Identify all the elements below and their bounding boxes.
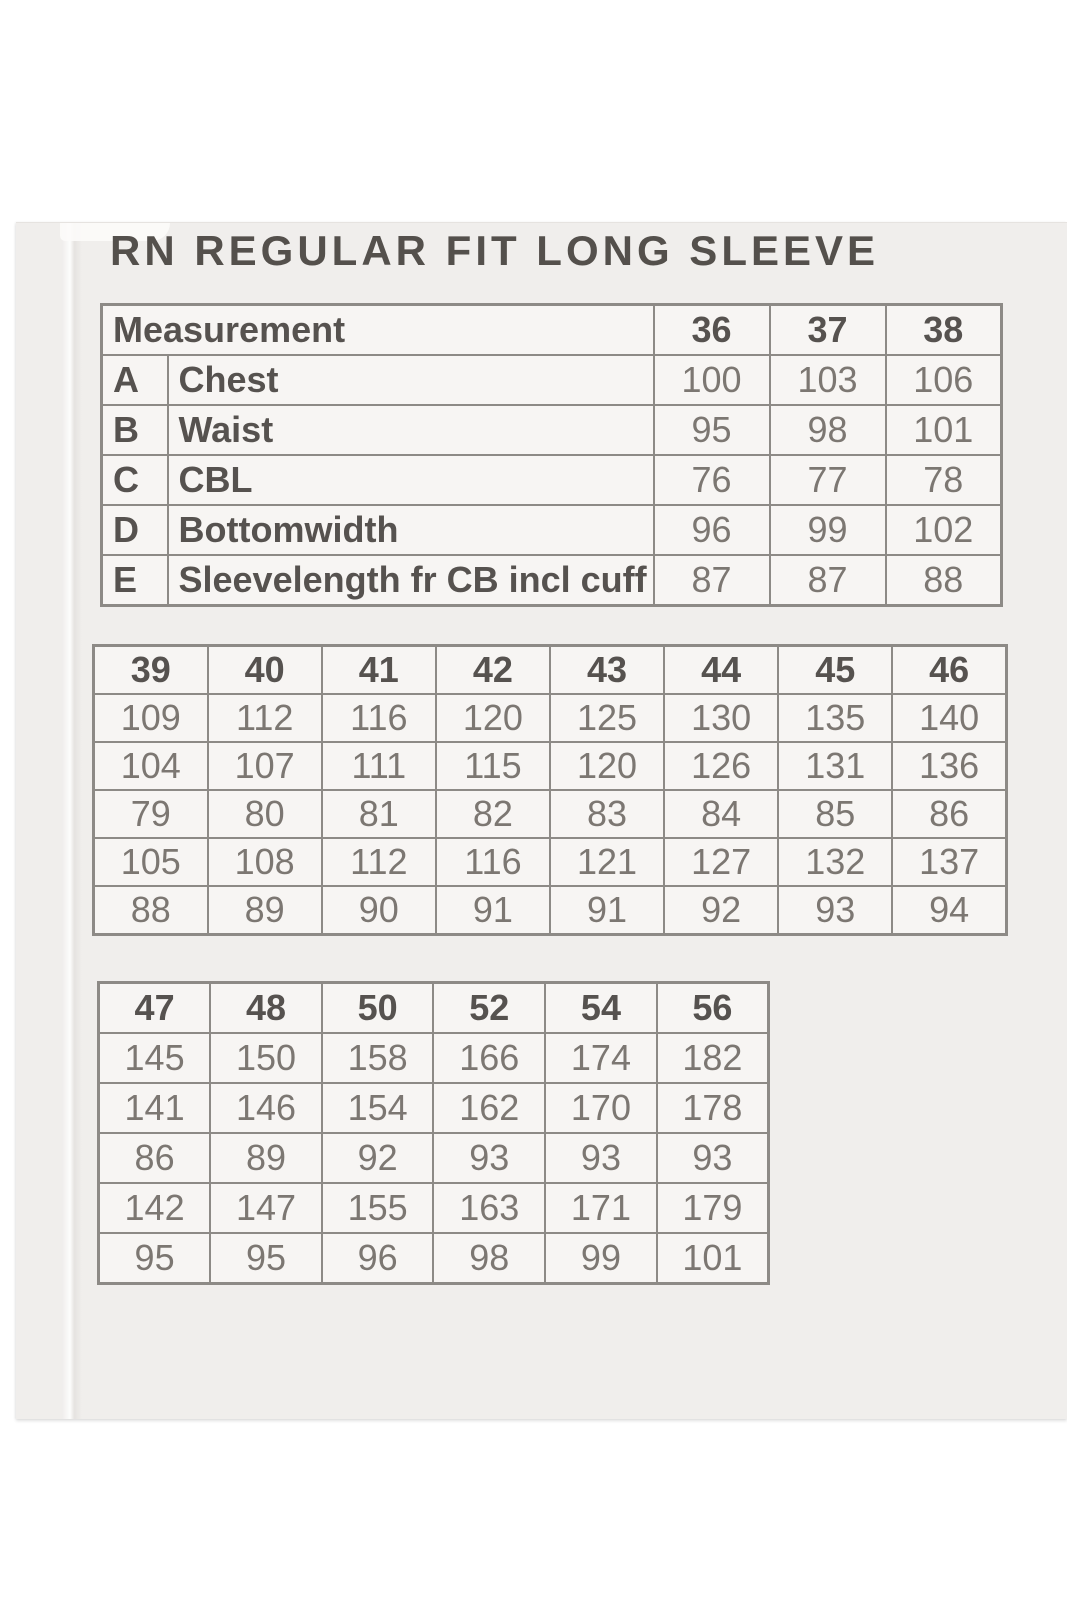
- value-cell: 126: [664, 742, 778, 790]
- value-cell: 83: [550, 790, 664, 838]
- value-cell: 150: [210, 1033, 322, 1083]
- size-header-cell: 45: [778, 646, 892, 695]
- size-header-cell: 42: [436, 646, 550, 695]
- value-cell: 93: [778, 886, 892, 935]
- value-cell: 89: [208, 886, 322, 935]
- measurement-row: [102, 405, 1002, 455]
- row-label-cell: Bottomwidth: [168, 505, 654, 555]
- value-cell: 106: [886, 355, 1002, 405]
- value-cell: 81: [322, 790, 436, 838]
- size-header-row: [99, 983, 769, 1034]
- size-header-cell: 50: [322, 983, 434, 1034]
- page-title: RN REGULAR FIT LONG SLEEVE: [110, 227, 880, 274]
- value-cell: 87: [770, 555, 886, 606]
- value-cell: 171: [545, 1183, 657, 1233]
- row-label-cell: Waist: [168, 405, 654, 455]
- value-cell: 88: [94, 886, 208, 935]
- value-cell: 101: [886, 405, 1002, 455]
- value-cell: 142: [99, 1183, 211, 1233]
- value-cell: 125: [550, 694, 664, 742]
- value-cell: 82: [436, 790, 550, 838]
- value-cell: 115: [436, 742, 550, 790]
- value-cell: 102: [886, 505, 1002, 555]
- value-cell: 98: [433, 1233, 545, 1284]
- value-cell: 91: [550, 886, 664, 935]
- value-row: [94, 694, 1007, 742]
- value-cell: 170: [545, 1083, 657, 1133]
- value-cell: 92: [664, 886, 778, 935]
- value-row: [99, 1133, 769, 1183]
- value-cell: 178: [657, 1083, 769, 1133]
- value-row: [94, 838, 1007, 886]
- value-cell: 92: [322, 1133, 434, 1183]
- value-cell: 76: [654, 455, 770, 505]
- value-cell: 90: [322, 886, 436, 935]
- measurement-row: [102, 455, 1002, 505]
- value-cell: 145: [99, 1033, 211, 1083]
- value-cell: 136: [892, 742, 1006, 790]
- value-cell: 80: [208, 790, 322, 838]
- value-cell: 108: [208, 838, 322, 886]
- value-cell: 91: [436, 886, 550, 935]
- value-cell: 155: [322, 1183, 434, 1233]
- value-cell: 86: [892, 790, 1006, 838]
- size-header-cell: 39: [94, 646, 208, 695]
- size-header-cell: 48: [210, 983, 322, 1034]
- size-header-cell: 56: [657, 983, 769, 1034]
- value-cell: 154: [322, 1083, 434, 1133]
- row-label-cell: Chest: [168, 355, 654, 405]
- size-header-row: [94, 646, 1007, 695]
- measurement-header-row: [102, 305, 1002, 356]
- value-cell: 163: [433, 1183, 545, 1233]
- value-cell: 146: [210, 1083, 322, 1133]
- size-header-cell: 52: [433, 983, 545, 1034]
- size-table-3: [97, 981, 770, 1285]
- value-cell: 120: [550, 742, 664, 790]
- value-cell: 131: [778, 742, 892, 790]
- size-label-card: [16, 222, 1067, 1419]
- value-row: [99, 1183, 769, 1233]
- value-cell: 85: [778, 790, 892, 838]
- value-cell: 93: [657, 1133, 769, 1183]
- size-header-cell: 43: [550, 646, 664, 695]
- value-cell: 116: [436, 838, 550, 886]
- measurement-row: [102, 505, 1002, 555]
- size-header-cell: 36: [654, 305, 770, 356]
- row-key-cell: C: [102, 455, 168, 505]
- value-row: [99, 1233, 769, 1284]
- value-cell: 112: [208, 694, 322, 742]
- value-cell: 84: [664, 790, 778, 838]
- value-cell: 101: [657, 1233, 769, 1284]
- value-cell: 179: [657, 1183, 769, 1233]
- value-row: [99, 1033, 769, 1083]
- value-cell: 107: [208, 742, 322, 790]
- value-cell: 105: [94, 838, 208, 886]
- value-cell: 96: [654, 505, 770, 555]
- value-cell: 77: [770, 455, 886, 505]
- size-table-1: [100, 303, 1003, 607]
- value-cell: 88: [886, 555, 1002, 606]
- size-header-cell: 38: [886, 305, 1002, 356]
- value-cell: 94: [892, 886, 1006, 935]
- value-cell: 112: [322, 838, 436, 886]
- value-cell: 162: [433, 1083, 545, 1133]
- value-cell: 104: [94, 742, 208, 790]
- value-cell: 95: [654, 405, 770, 455]
- value-cell: 127: [664, 838, 778, 886]
- value-cell: 95: [99, 1233, 211, 1284]
- row-label-cell: Sleevelength fr CB incl cuff: [168, 555, 654, 606]
- value-cell: 87: [654, 555, 770, 606]
- row-key-cell: B: [102, 405, 168, 455]
- value-cell: 147: [210, 1183, 322, 1233]
- value-cell: 111: [322, 742, 436, 790]
- value-row: [94, 790, 1007, 838]
- value-row: [99, 1083, 769, 1133]
- size-header-cell: 47: [99, 983, 211, 1034]
- value-cell: 141: [99, 1083, 211, 1133]
- value-row: [94, 886, 1007, 935]
- value-cell: 121: [550, 838, 664, 886]
- value-cell: 158: [322, 1033, 434, 1083]
- value-cell: 99: [545, 1233, 657, 1284]
- value-cell: 135: [778, 694, 892, 742]
- measurement-header-cell: Measurement: [102, 305, 654, 356]
- row-key-cell: E: [102, 555, 168, 606]
- row-key-cell: D: [102, 505, 168, 555]
- value-cell: 100: [654, 355, 770, 405]
- value-cell: 137: [892, 838, 1006, 886]
- size-header-cell: 44: [664, 646, 778, 695]
- measurement-row: [102, 555, 1002, 606]
- size-table-2: [92, 644, 1008, 936]
- value-cell: 109: [94, 694, 208, 742]
- value-cell: 132: [778, 838, 892, 886]
- size-header-cell: 40: [208, 646, 322, 695]
- value-cell: 174: [545, 1033, 657, 1083]
- size-header-cell: 37: [770, 305, 886, 356]
- value-cell: 89: [210, 1133, 322, 1183]
- value-cell: 79: [94, 790, 208, 838]
- card-fold-crease: [62, 223, 82, 1419]
- value-cell: 103: [770, 355, 886, 405]
- value-cell: 116: [322, 694, 436, 742]
- value-cell: 182: [657, 1033, 769, 1083]
- measurement-row: [102, 355, 1002, 405]
- value-cell: 120: [436, 694, 550, 742]
- value-cell: 86: [99, 1133, 211, 1183]
- value-cell: 140: [892, 694, 1006, 742]
- value-cell: 93: [545, 1133, 657, 1183]
- value-cell: 78: [886, 455, 1002, 505]
- value-cell: 96: [322, 1233, 434, 1284]
- value-row: [94, 742, 1007, 790]
- value-cell: 166: [433, 1033, 545, 1083]
- size-header-cell: 54: [545, 983, 657, 1034]
- row-label-cell: CBL: [168, 455, 654, 505]
- value-cell: 98: [770, 405, 886, 455]
- value-cell: 95: [210, 1233, 322, 1284]
- row-key-cell: A: [102, 355, 168, 405]
- value-cell: 93: [433, 1133, 545, 1183]
- size-header-cell: 41: [322, 646, 436, 695]
- value-cell: 99: [770, 505, 886, 555]
- size-header-cell: 46: [892, 646, 1006, 695]
- value-cell: 130: [664, 694, 778, 742]
